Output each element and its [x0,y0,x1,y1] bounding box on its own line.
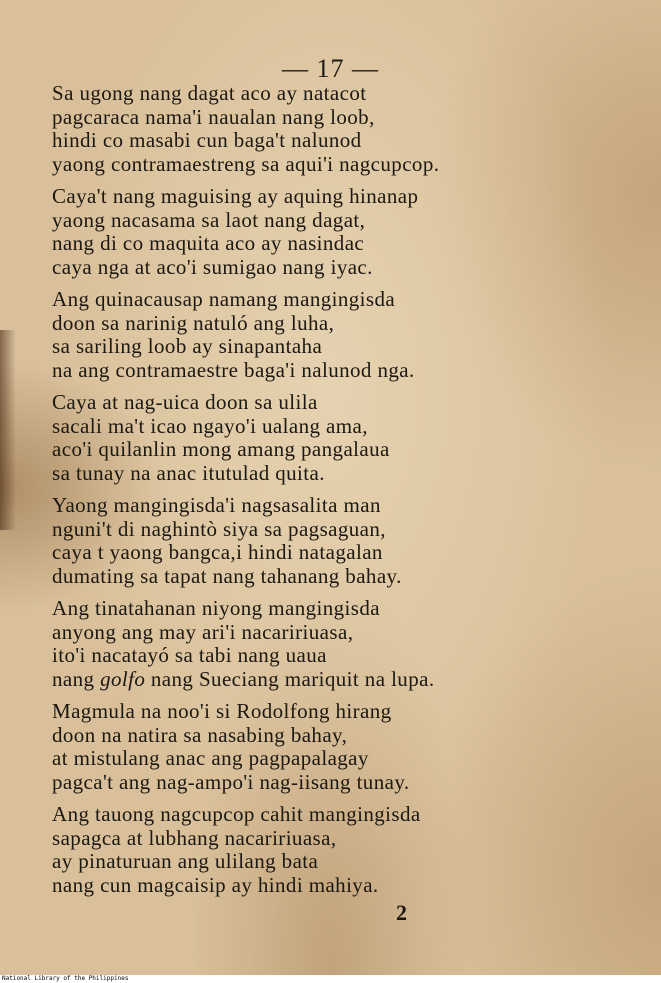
verse-line: doon sa narinig natuló ang luha, [52,310,335,335]
verse-line: Caya't nang maguising ay aquing hinanap [52,184,419,208]
verse-line: Ang tauong nagcupcop cahit mangingisda [52,802,421,826]
verse-line: ay pinaturuan ang ulilang bata [52,849,319,873]
signature-mark: 2 [396,900,407,925]
verse-line: at mistulang anac ang pagpapalagay [52,746,369,770]
stanza-8 [52,803,532,897]
page-number: — 17 — [282,54,379,83]
verse-line: Caya at nag-uica doon sa ulila [52,390,318,414]
stanza-2 [52,185,532,279]
verse-line: sa sariling loob ay sinapantaha [52,334,323,358]
italic-word: golfo [100,666,146,691]
verse-line: doon na natira sa nasabing bahay, [52,722,348,747]
library-credit: National Library of the Philippines [2,975,661,983]
verse-text: nang [52,666,101,691]
verse-line: Ang tinatahanan niyong mangingisda [52,596,380,620]
spine-stain [0,330,16,530]
verse-text: nang Sueciang mariquit na lupa. [145,666,435,691]
verse-line: Ang quinacausap namang mangingisda [52,287,396,311]
verse-line: nang cun magcaisip ay hindi mahiya. [52,872,379,897]
verse-line: na ang contramaestre baga'i nalunod nga. [52,357,415,382]
stanza-3 [52,288,532,382]
poem-body [52,82,532,906]
verse-line: Magmula na noo'i si Rodolfong hirang [52,699,392,723]
verse-line: yaong contramaestreng sa aqui'i nagcupcop. [52,151,440,176]
verse-line: ito'i nacatayó sa tabi nang uaua [52,643,327,667]
verse-line: dumating sa tapat nang tahanang bahay. [52,563,402,588]
verse-line: caya t yaong bangca,i hindi natagalan [52,540,383,564]
verse-line: sacali ma't icao ngayo'i ualang ama, [52,413,368,438]
verse-line: anyong ang may ari'i nacaririuasa, [52,619,354,644]
verse-line: nang di co maquita aco ay nasindac [52,231,365,255]
stanza-7 [52,700,532,794]
verse-line: Sa ugong nang dagat aco ay natacot [52,81,367,105]
verse-line: pagca't ang nag-ampo'i nag-iisang tunay. [52,769,410,794]
verse-line: hindi co masabi cun baga't nalunod [52,128,362,152]
verse-line: nguni't di naghintò siya sa pagsaguan, [52,516,386,541]
verse-line: caya nga at aco'i sumigao nang iyac. [52,254,373,279]
stanza-4 [52,391,532,485]
verse-line: aco'i quilanlin mong amang pangalaua [52,437,390,461]
verse-line: Yaong mangingisda'i nagsasalita man [52,493,381,517]
verse-line: sapagca at lubhang nacaririuasa, [52,825,337,850]
stanza-5 [52,494,532,588]
verse-line: yaong nacasama sa laot nang dagat, [52,207,366,232]
verse-line [52,668,532,692]
stanza-1 [52,82,532,176]
verse-line: pagcaraca nama'i naualan nang loob, [52,104,375,129]
verse-line: sa tunay na anac itutulad quita. [52,460,325,485]
stanza-6 [52,597,532,691]
